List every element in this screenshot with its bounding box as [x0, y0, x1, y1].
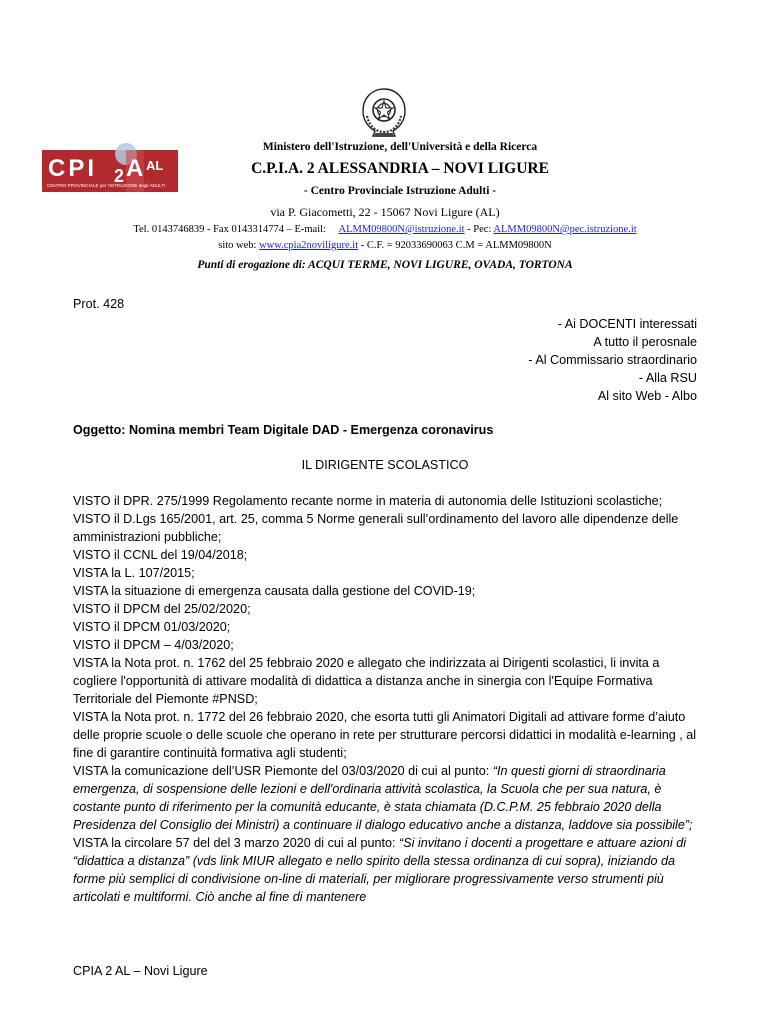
paragraph: VISTA la comunicazione dell’USR Piemonte del 03/03/2020 di cui al punto: “In questi giorni di straordinaria emergenza, di sospensione delle lezioni e dell'ordinaria attività scolastica, la Scuola che per sua natura, è costante punto di riferimento per la comunità educante, è stata chiamata (D.C.P.M. 25 febbraio 2020 della Presidenza del Consiglio dei Ministri) a continuare il dialogo educativo anche a distanza, laddove sia possibile”; [73, 764, 693, 832]
document-text [73, 492, 698, 906]
paragraph: VISTA la L. 107/2015; [73, 566, 195, 580]
paragraph: VISTA la situazione di emergenza causata dalla gestione del COVID-19; [73, 584, 476, 598]
protocol-number: Prot. 428 [73, 297, 125, 311]
paragraph: VISTO il DPCM del 25/02/2020; [73, 602, 251, 616]
paragraph: VISTO il DPR. 275/1999 Regolamento recante norme in materia di autonomia delle Istituzioni scolastiche; [73, 494, 663, 508]
recipient-item: A tutto il perosnale [593, 335, 697, 349]
italic-quote: “In questi giorni di straordinaria emergenza, di sospensione delle lezioni e dell'ordinaria attività scolastica, la Scuola che per sua natura, è costante punto di riferimento per la comunità educante, è stata chiamata (D.C.P.M. 25 febbraio 2020 della Presidenza del Consiglio dei Ministri) a continuare il dialogo educativo anche a distanza, laddove sia possibile”; [73, 764, 693, 832]
paragraph: VISTA la Nota prot. n. 1772 del 26 febbraio 2020, che esorta tutti gli Animatori Digitali ad attivare forme d’aiuto delle proprie scuole o delle scuole che operano in rete per strutturare percorsi didattici in modalità e-learning , al fine di garantire continuità formativa agli studenti; [73, 710, 697, 760]
svg-text:A: A [126, 155, 144, 182]
svg-text:CPI: CPI [48, 155, 98, 182]
school-name: C.P.I.A. 2 ALESSANDRIA – NOVI LIGURE [251, 160, 549, 177]
ministry-name: Ministero dell'Istruzione, dell'Università e della Ricerca [262, 141, 538, 153]
pec-link[interactable]: ALMM09800N@pec.istruzione.it [493, 224, 637, 235]
recipient-item: Al sito Web - Albo [597, 389, 697, 403]
svg-text:AL: AL [146, 158, 164, 173]
republic-emblem-icon [358, 86, 410, 140]
school-address: via P. Giacometti, 22 - 15067 Novi Ligure (AL) [270, 205, 500, 219]
signatory-heading: IL DIRIGENTE SCOLASTICO [301, 458, 469, 472]
contact-line [60, 224, 710, 235]
service-points: Punti di erogazione di: ACQUI TERME, NOVI LIGURE, OVADA, TORTONA [197, 259, 573, 271]
recipients-list [528, 315, 697, 405]
email-link[interactable]: ALMM09800N@istruzione.it [338, 224, 465, 235]
italic-quote: “Si invitano i docenti a progettare e attuare azioni di “didattica a distanza” (vds link MIUR allegato e nello spirito della stessa ordinanza di cui sopra), iniziando da forme più semplici di condivisione on-line di materiali, per migliorare progressivamente verso strumenti più articolati e multiformi. Ciò anche al fine di mantenere [73, 836, 687, 904]
paragraph: VISTA la Nota prot. n. 1762 del 25 febbraio 2020 e allegato che indirizzata ai Dirigenti scolastici, li invita a cogliere l'opportunità di attivare modalità di didattica a distanza anche in sinergia con l'Equipe Formativa Territoriale del Piemonte #PNSD; [73, 656, 660, 706]
paragraph: VISTA la circolare 57 del del 3 marzo 2020 di cui al punto: “Si invitano i docenti a progettare e attuare azioni di “didattica a distanza” (vds link MIUR allegato e nello spirito della stessa ordinanza di cui sopra), iniziando da forme più semplici di condivisione on-line di materiali, per migliorare progressivamente verso strumenti più articolati e multiformi. Ciò anche al fine di mantenere [73, 836, 687, 904]
svg-text:2: 2 [114, 166, 125, 186]
phone-fax: Tel. 0143746839 - Fax 0143314774 – E-mail: [133, 224, 326, 235]
paragraph: VISTO il D.Lgs 165/2001, art. 25, comma 5 Norme generali sull’ordinamento del lavoro alle dipendenze delle amministrazioni pubbliche; [73, 512, 679, 544]
web-line [60, 240, 710, 251]
paragraph: VISTO il DPCM – 4/03/2020; [73, 638, 234, 652]
paragraph: VISTO il DPCM 01/03/2020; [73, 620, 231, 634]
paragraph: VISTO il CCNL del 19/04/2018; [73, 548, 248, 562]
recipient-item: - Alla RSU [638, 371, 697, 385]
pec-label: - Pec: [467, 224, 492, 235]
website-link[interactable]: www.cpia2noviligure.it [259, 240, 359, 251]
recipient-item: - Ai DOCENTI interessati [557, 317, 697, 331]
page-footer: CPIA 2 AL – Novi Ligure [73, 964, 208, 978]
svg-text:CENTRO PROVINCIALE per l'ISTRU: CENTRO PROVINCIALE per l'ISTRUZIONE degli ADULTI [47, 183, 166, 188]
web-label: sito web: [218, 240, 257, 251]
subject-line: Oggetto: Nomina membri Team Digitale DAD - Emergenza coronavirus [73, 423, 494, 437]
school-subtitle: - Centro Provinciale Istruzione Adulti - [303, 185, 497, 197]
fiscal-codes: - C.F. = 92033690063 C.M = ALMM09800N [360, 240, 552, 251]
recipient-item: - Al Commissario straordinario [528, 353, 697, 367]
